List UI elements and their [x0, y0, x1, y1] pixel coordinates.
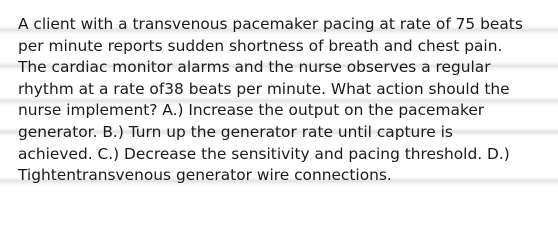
- question-line: per minute reports sudden shortness of breath and chest pain.: [18, 36, 503, 55]
- question-line: rhythm at a rate of38 beats per minute. What action should the: [18, 79, 510, 98]
- question-line: The cardiac monitor alarms and the nurse observes a regular: [18, 58, 491, 77]
- question-text: [18, 14, 548, 187]
- question-line: generator. B.) Turn up the generator rate until capture is: [18, 122, 453, 141]
- question-line: achieved. C.) Decrease the sensitivity and pacing threshold. D.): [18, 144, 510, 163]
- question-line: A client with a transvenous pacemaker pacing at rate of 75 beats: [18, 15, 523, 33]
- question-line: nurse implement? A.) Increase the output on the pacemaker: [18, 101, 485, 120]
- question-line: Tightentransvenous generator wire connections.: [18, 166, 392, 185]
